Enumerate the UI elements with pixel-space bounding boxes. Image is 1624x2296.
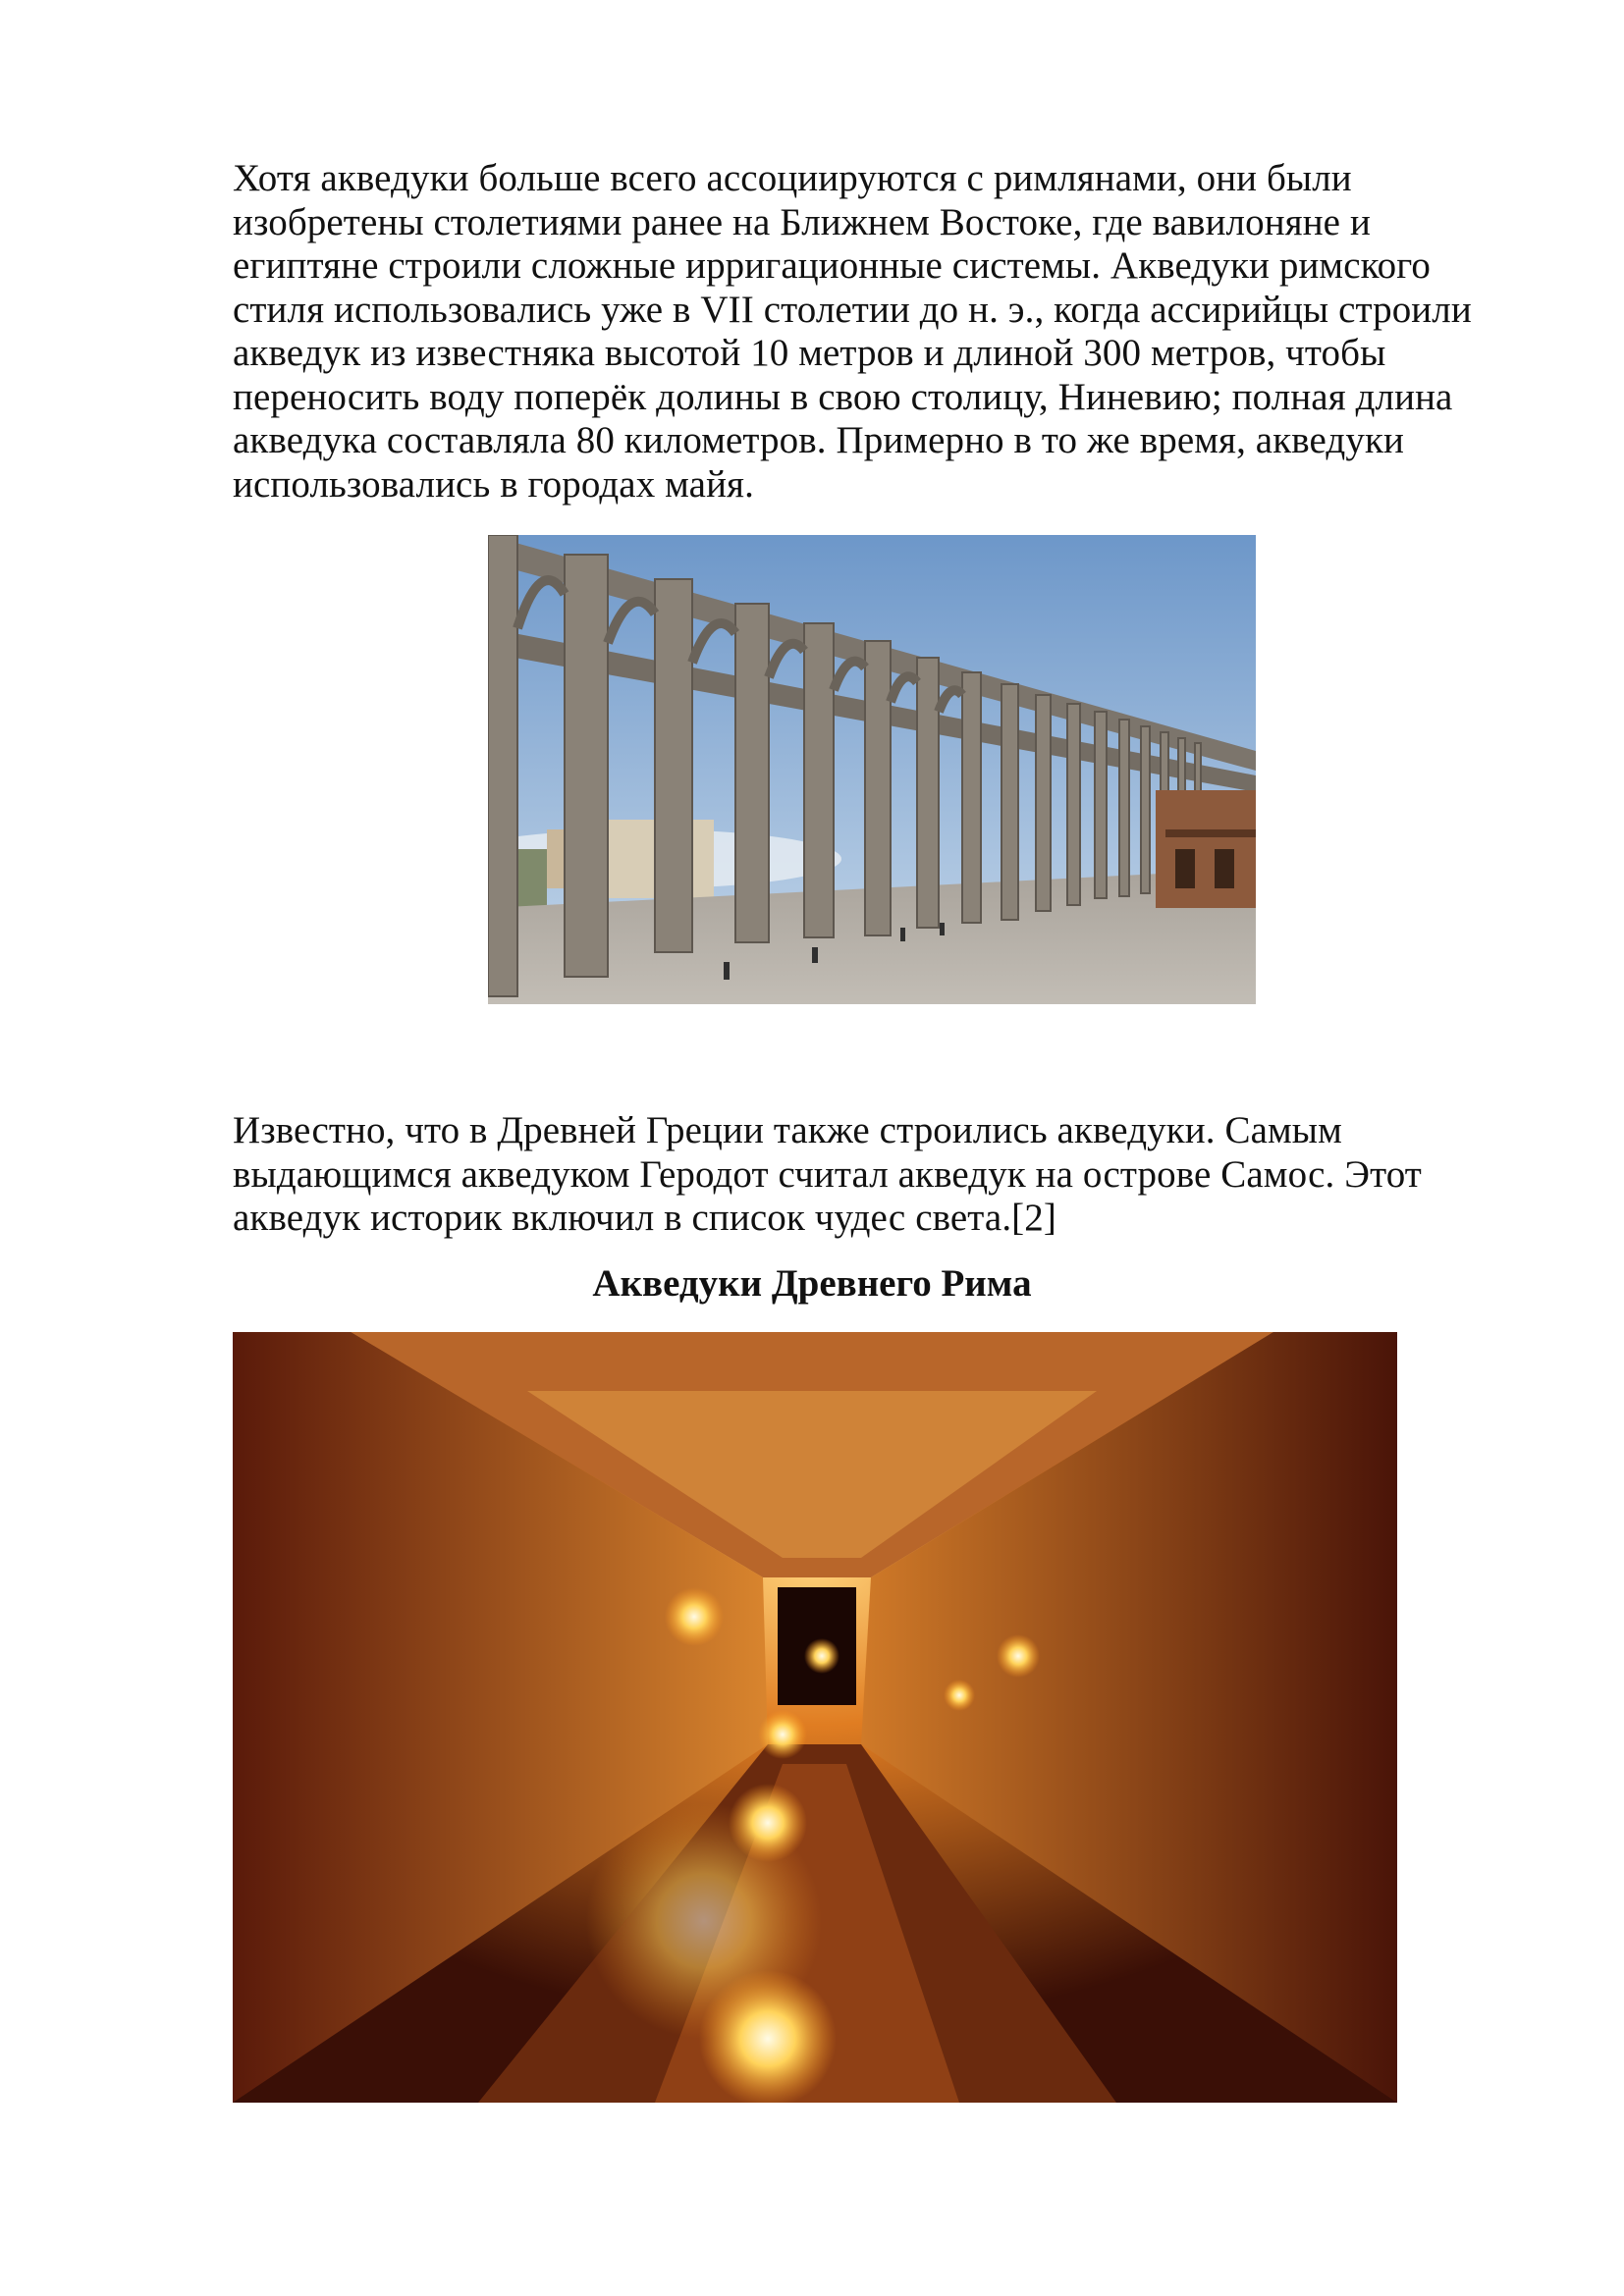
aqueduct-tunnel-photo <box>233 1332 1397 2103</box>
aqueduct-segovia-photo <box>488 535 1256 1004</box>
paragraph-assyrian-aqueducts: Хотя акведуки больше всего ассоциируются с римлянами, они были изобретены столетиями ранее на Ближнем Востоке, где вавилоняне и египтяне строили сложные ирригационные системы. Акведуки римского стиля использовались уже в VII столетии до н. э., когда ассирийцы строили акведук из известняка высотой 10 метров и длиной 300 метров, чтобы переносить воду поперёк долины в свою столицу, Ниневию; полная длина акведука составляла 80 километров. Примерно в то же время, акведуки использовались в городах майя. <box>233 157 1472 506</box>
section-heading: Акведуки Древнего Рима <box>592 1262 1032 1305</box>
paragraph-greek-aqueducts: Известно, что в Древней Греции также строились акведуки. Самым выдающимся акведуком Геродот считал акведук на острове Самос. Этот акведук историк включил в список чудес света.[2] <box>233 1109 1422 1239</box>
